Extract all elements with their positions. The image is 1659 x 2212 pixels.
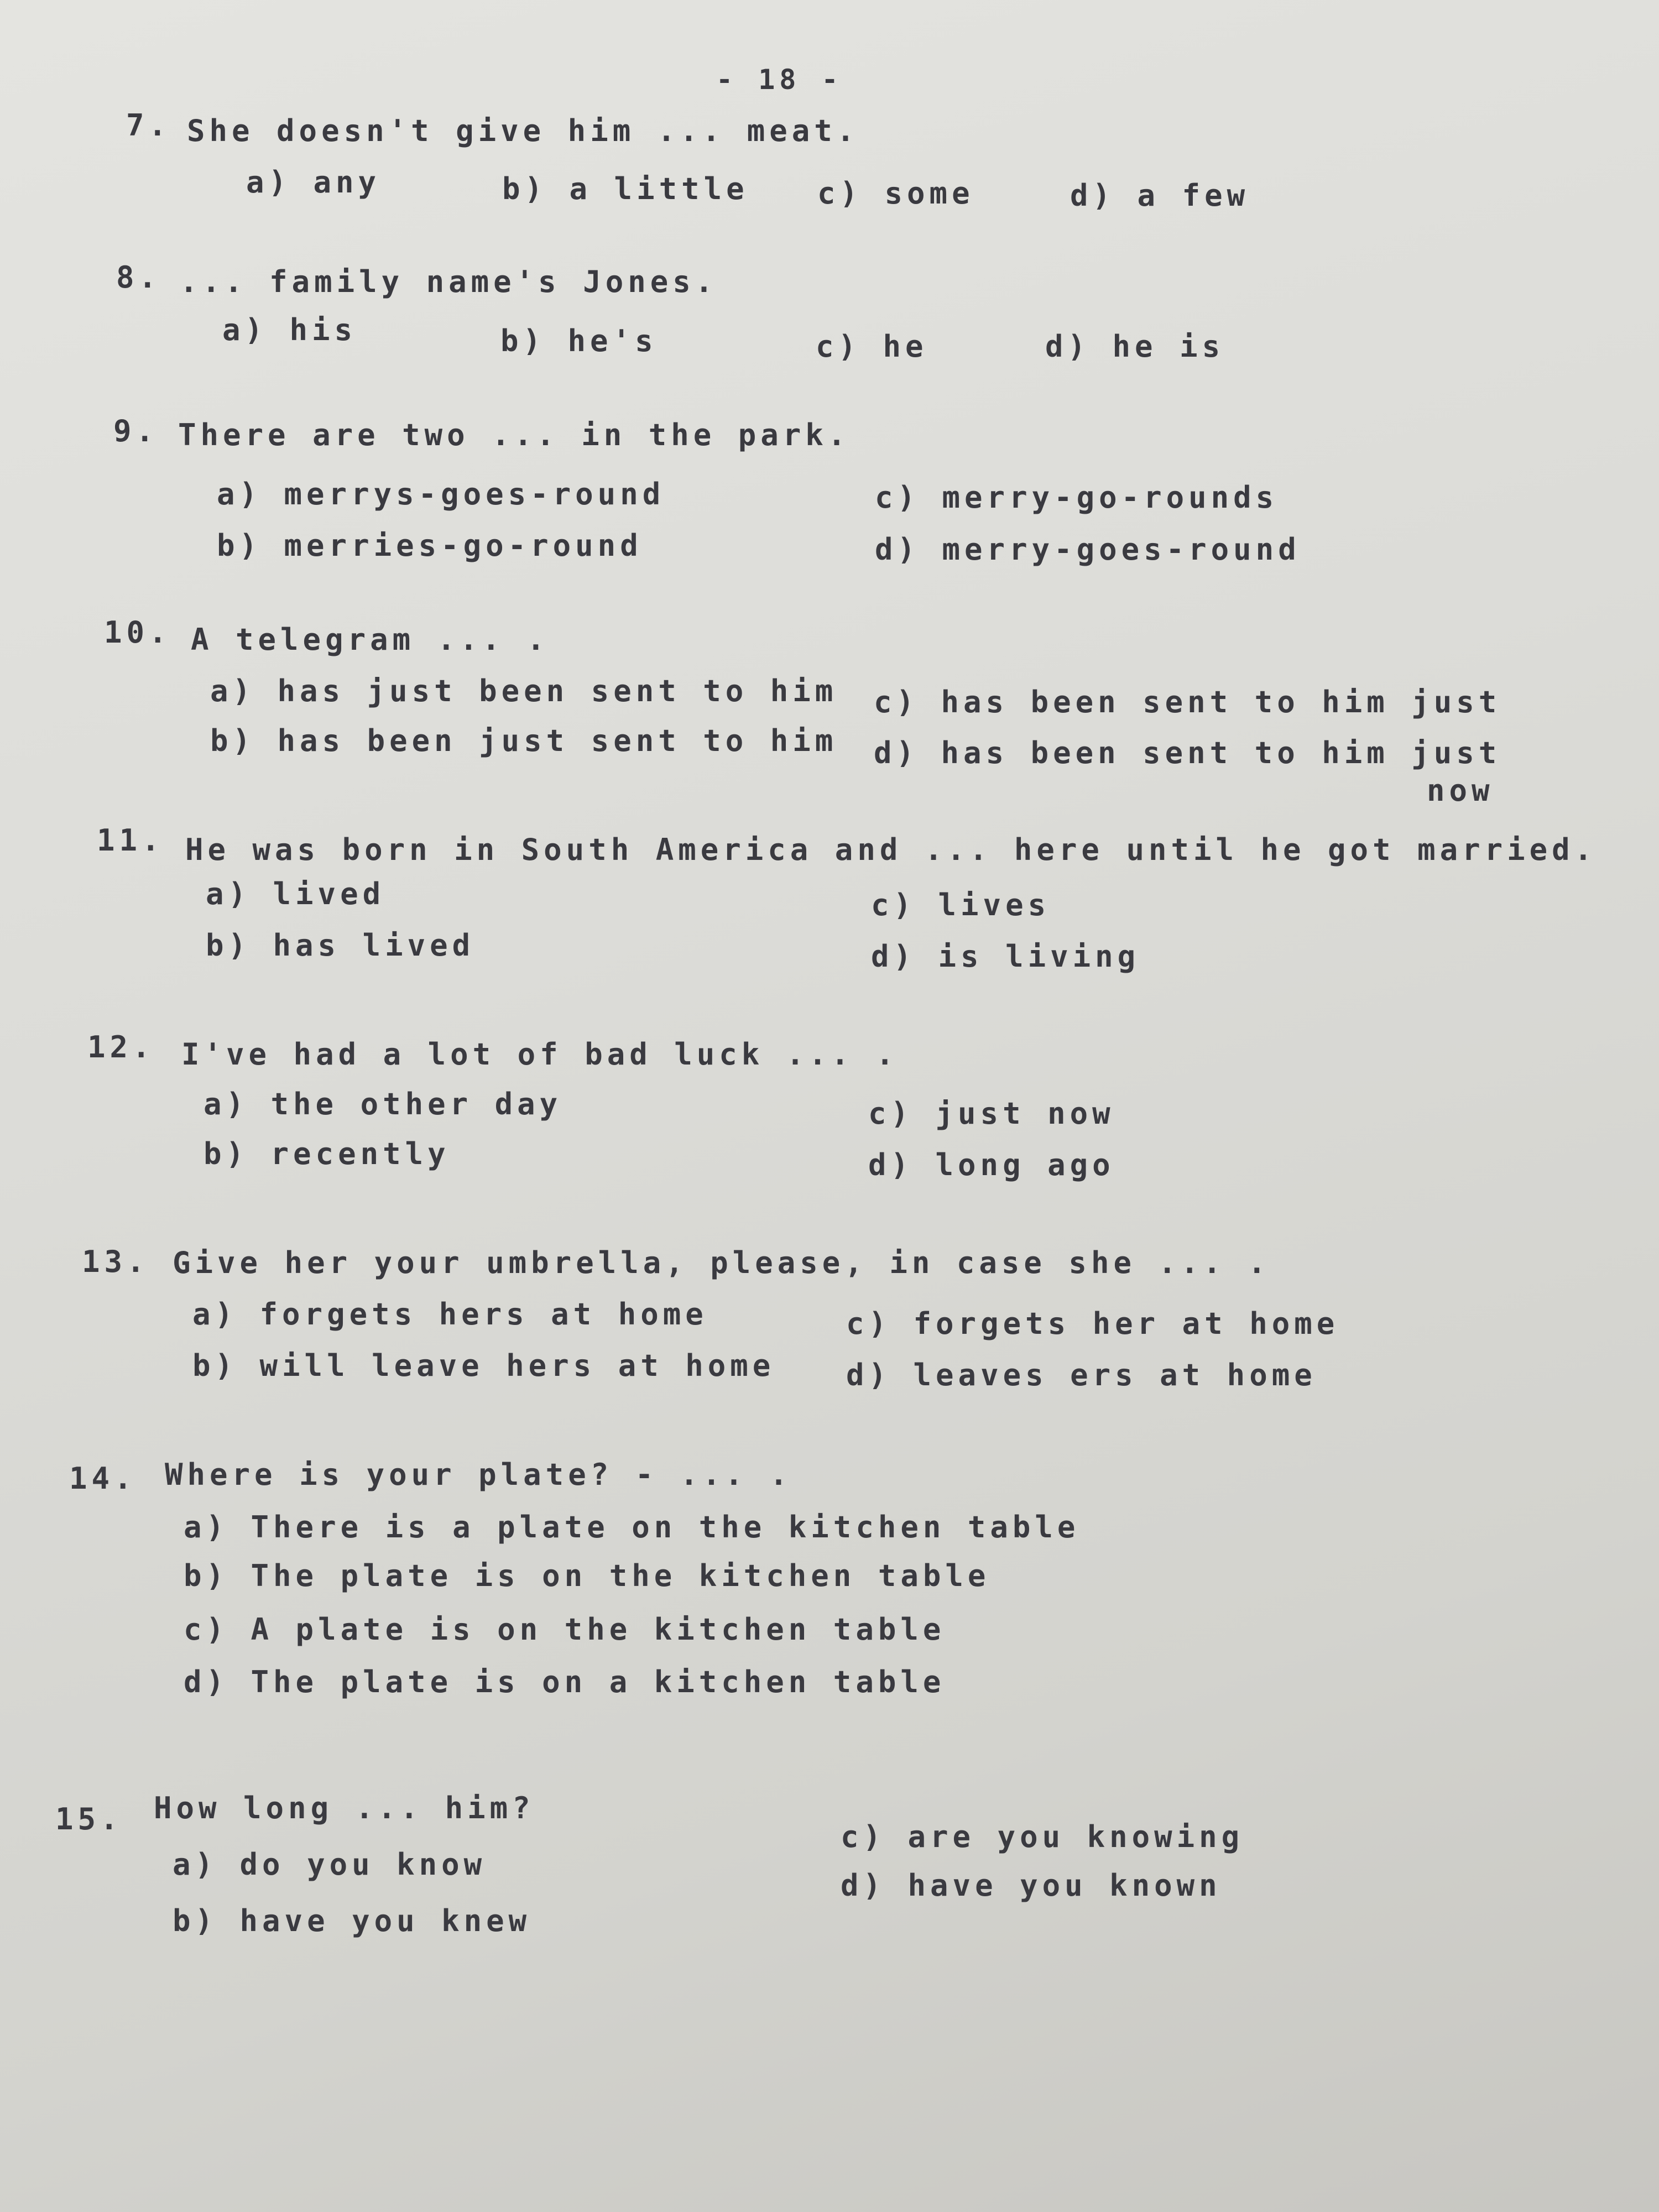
option-c: c) are you knowing bbox=[841, 1819, 1244, 1854]
question-stem: A telegram ... . bbox=[191, 622, 550, 657]
option-d: d) leaves ers at home bbox=[846, 1358, 1317, 1392]
option-d: d) The plate is on a kitchen table bbox=[184, 1665, 946, 1699]
option-c: c) just now bbox=[868, 1096, 1115, 1131]
question-stem: She doesn't give him ... meat. bbox=[187, 113, 859, 148]
question-stem: ... family name's Jones. bbox=[180, 264, 718, 299]
option-d: d) long ago bbox=[868, 1147, 1115, 1182]
question-stem: He was born in South America and ... here until he got married. bbox=[185, 832, 1597, 867]
option-a: a) the other day bbox=[204, 1087, 562, 1121]
option-b: b) The plate is on the kitchen table bbox=[184, 1558, 990, 1593]
question-number: 7. bbox=[126, 108, 171, 143]
option-b: b) will leave hers at home bbox=[192, 1348, 775, 1383]
option-d: d) a few bbox=[1070, 178, 1250, 213]
option-c: c) forgets her at home bbox=[846, 1306, 1339, 1341]
option-d: d) merry-goes-round bbox=[875, 532, 1301, 567]
option-c: c) merry-go-rounds bbox=[875, 480, 1279, 515]
question-number: 8. bbox=[116, 260, 161, 295]
option-a: a) merrys-goes-round bbox=[217, 477, 665, 512]
option-a: a) his bbox=[222, 312, 357, 347]
question-number: 12. bbox=[87, 1030, 155, 1065]
option-b: b) has lived bbox=[206, 928, 475, 963]
question-stem: How long ... him? bbox=[154, 1791, 535, 1825]
option-b: b) a little bbox=[502, 171, 749, 206]
question-number: 15. bbox=[55, 1802, 123, 1837]
question-number: 13. bbox=[82, 1244, 149, 1279]
question-stem: Give her your umbrella, please, in case she ... . bbox=[173, 1245, 1271, 1280]
option-b: b) he's bbox=[500, 324, 658, 358]
option-b: b) has been just sent to him bbox=[210, 723, 838, 758]
option-c: c) A plate is on the kitchen table bbox=[184, 1612, 946, 1647]
question-number: 10. bbox=[104, 615, 171, 650]
option-a: a) has just been sent to him bbox=[210, 674, 838, 708]
question-stem: Where is your plate? - ... . bbox=[165, 1457, 792, 1492]
option-d: d) he is bbox=[1045, 329, 1225, 364]
question-number: 14. bbox=[69, 1461, 137, 1496]
option-c: c) has been sent to him just bbox=[874, 685, 1501, 719]
option-a: a) any bbox=[246, 165, 381, 200]
option-a: a) do you know bbox=[173, 1847, 487, 1882]
option-c: c) he bbox=[816, 329, 928, 364]
option-b: b) recently bbox=[204, 1136, 450, 1171]
option-b: b) have you knew bbox=[173, 1903, 531, 1938]
option-d: d) is living bbox=[871, 939, 1140, 974]
option-c: c) lives bbox=[871, 888, 1051, 922]
option-c: c) some bbox=[817, 176, 974, 211]
option-d: d) has been sent to him just bbox=[874, 735, 1501, 770]
question-stem: There are two ... in the park. bbox=[178, 418, 851, 452]
page-number: - 18 - bbox=[716, 64, 843, 96]
option-b: b) merries-go-round bbox=[217, 528, 643, 563]
option-a: a) lived bbox=[206, 877, 385, 911]
option-a: a) forgets hers at home bbox=[192, 1297, 708, 1332]
question-number: 11. bbox=[97, 823, 164, 858]
option-d: d) have you known bbox=[841, 1868, 1222, 1903]
option-a: a) There is a plate on the kitchen table bbox=[184, 1510, 1080, 1545]
question-stem: I've had a lot of bad luck ... . bbox=[181, 1037, 899, 1072]
option-d-continuation: now bbox=[1427, 773, 1494, 808]
question-number: 9. bbox=[113, 414, 159, 448]
